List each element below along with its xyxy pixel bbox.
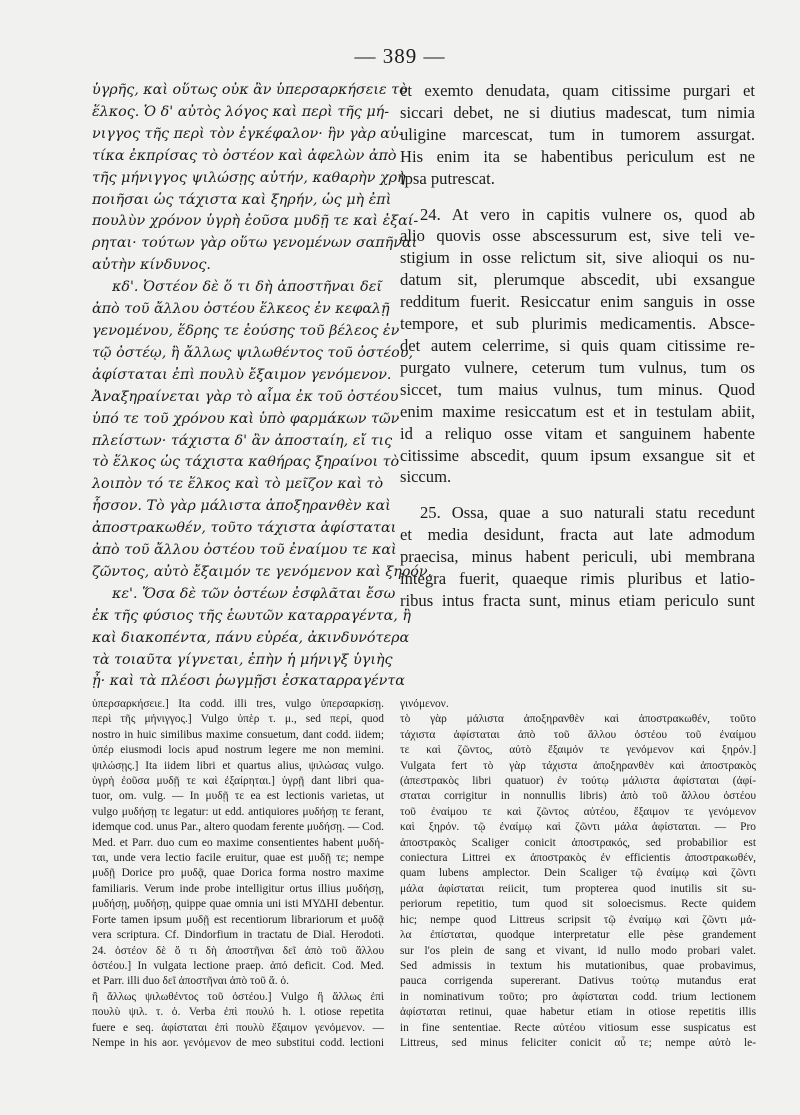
text-line: siccum. bbox=[400, 467, 452, 487]
text-line: vera scriptura. Cf. Dindorfium in tractatu de Dial. Herodoti. bbox=[92, 929, 384, 942]
text-line: κδ'. Ὀστέον δὲ ὅ τι δὴ ἀποστῆναι δεῖ bbox=[112, 279, 382, 296]
text-line: τίκα ἐκπρίσας τὸ ὀστέον καὶ ἀφελὼν ἀπὸ bbox=[92, 147, 397, 164]
text-line: enim maxime resiccatum est et in testulam abiit, bbox=[400, 401, 755, 421]
text-line: ἢ ἄλλως ψιλωθέντος τοῦ ὀστέου.] Vulgo ἢ ἄλλως ἐπὶ bbox=[92, 990, 384, 1003]
text-line: κε'. Ὅσα δὲ τῶν ὀστέων ἐσφλᾶται ἔσω bbox=[112, 585, 396, 602]
text-line: τῆς μήνιγγος ψιλώσῃς αὐτήν, καθαρὴν χρὴ bbox=[92, 169, 406, 186]
text-line: hic; nempe quod Littreus scripsit τῷ ἐναίμῳ καὶ ζῶντι μά- bbox=[400, 913, 756, 926]
text-line: ὑγρὴ ἐοῦσα μυδῇ τε καὶ ἐξαίρηται.] ὑγρῇ dant libri qua- bbox=[92, 775, 384, 788]
text-line: πουλὺν χρόνον ὑγρὴ ἐοῦσα μυδῇ τε καὶ ἐξαί- bbox=[92, 213, 419, 230]
text-line: det autem celerrime, si quis quam citissime re- bbox=[400, 335, 755, 355]
text-line: in fine sententiae. Recte αὐτέου vitiosum esse suspicatus est bbox=[400, 1021, 756, 1034]
text-line: ται, unde vera lectio facile eruitur, quae est μυδῇ τε; nempe bbox=[92, 852, 384, 865]
text-line: ὀστέου.] In vulgata lectione praep. ἀπό deficit. Cod. Med. bbox=[92, 959, 384, 972]
text-line: stigium in osse relictum sit, sive alioqui os nu- bbox=[400, 248, 755, 268]
text-line: ἀφίσταται retinui, quae habetur etiam in otiose repetitis illis bbox=[400, 1006, 756, 1019]
text-line: ὑπέρ eiusmodi locis apud nostrum legere me non memini. bbox=[92, 744, 384, 757]
text-line: His enim ita se habentibus periculum est ne bbox=[400, 146, 755, 166]
text-line: siccari debet, ne si diutius madescat, tum nimia bbox=[400, 102, 755, 122]
text-line: sur l'os plein de sang et vivant, id nullo modo probari valet. bbox=[400, 944, 756, 957]
text-line: ὑπερσαρκήσειε.] Ita codd. illi tres, vulgo ὑπερσαρκίσῃ. bbox=[92, 698, 384, 710]
text-line: 24. ὀστέον δὲ ὅ τι δὴ ἀποστῆναι δεῖ ἀπὸ τοῦ ἄλλου bbox=[92, 944, 384, 957]
page-number: — 389 — bbox=[354, 44, 446, 68]
text-line: alio quovis osse abscessurum est, sive teli ve- bbox=[400, 226, 755, 246]
text-line: ὑπό τε τοῦ χρόνου καὶ ὑπὸ φαρμάκων τῶν bbox=[92, 410, 400, 427]
text-line: 24. At vero in capitis vulnere os, quod ab bbox=[420, 204, 755, 224]
text-line: καὶ διακοπέντα, πάνυ εὐρέα, ἀκινδυνότερα bbox=[92, 629, 410, 646]
text-line: Nempe in his aor. γενόμενον de meo substitui codd. lectioni bbox=[92, 1036, 384, 1049]
text-line: τὰ τοιαῦτα γίγνεται, ἐπὴν ἡ μήνιγξ ὑγιὴς bbox=[92, 651, 393, 668]
text-line: in nominativum τοῦτο; pro ἀφίσταται codd. trium lectionem bbox=[400, 990, 756, 1003]
text-line: 25. Ossa, quae a suo naturali statu recedunt bbox=[420, 503, 755, 523]
text-line: coniectura Littrei ex ἀποστρακὸς ἐν efficientis ἀποστρακωθέν, bbox=[400, 852, 756, 865]
text-line: τὸ γὰρ μάλιστα ἀποξηρανθὲν καὶ ἀποστρακωθέν, τοῦτο bbox=[400, 713, 756, 726]
text-line: γινόμενον. bbox=[400, 698, 449, 710]
text-line: (ἀπεστρακὸς libri quatuor) ἐν τούτῳ μάλιστα ἀφίσταται (ἀφί- bbox=[400, 775, 756, 788]
text-line: τε καὶ ζῶντος, αὐτὸ ἔξαιμόν τε γενόμενον καὶ ξηρόν.] bbox=[400, 744, 756, 757]
text-line: integra fuerit, quaeque rimis pluribus et latio- bbox=[400, 569, 755, 589]
text-line: Med. et Parr. duo cum eo maxime consentientes habent μυδή- bbox=[92, 836, 384, 849]
text-line: λα ἐπίσταται, quodque interpretatur elle pèse grandement bbox=[400, 929, 756, 942]
text-line: siccet, tum maius vulnus, tum minus. Quod bbox=[400, 379, 755, 399]
text-line: ρηται· τούτων γὰρ οὕτω γενομένων σαπῆναι bbox=[92, 235, 418, 252]
text-line: ἀφίσταται ἐπὶ πουλὺ ἔξαιμον γενόμενον. bbox=[92, 366, 392, 383]
text-line: πλείστων· τάχιστα δ' ἂν ἀποσταίη, εἴ τις bbox=[92, 432, 393, 449]
text-line: periorum repetitio, tum quod sit soloecismus. Recte quidem bbox=[400, 898, 756, 911]
text-line: ribus intus fracta sunt, minus etiam periculo sunt bbox=[400, 590, 755, 610]
text-line: τάχιστα ἀφίσταται ἀπὸ τοῦ ἄλλου ὀστέου τοῦ ἐναίμου bbox=[400, 728, 756, 741]
text-line: ᾖ· καὶ τὰ πλέοσι ῥωγμῇσι ἐσκαταρραγέντα bbox=[92, 673, 405, 690]
text-line: ἐκ τῆς φύσιος τῆς ἑωυτῶν καταρραγέντα, ἢ bbox=[92, 607, 411, 624]
text-line: vulgo μυδήσῃ τε legatur: ut edd. antiquiores μυδήσῃ τε ferant, bbox=[92, 805, 384, 818]
text-line: μυδήσῃ, μυδήσῃ, quippe quae omnia uni isti ΜΥΔΗΙ debentur. bbox=[92, 898, 384, 911]
text-line: ipsa putrescat. bbox=[400, 168, 495, 188]
text-line: uligine marcescat, tum in tumorem assurgat. bbox=[400, 124, 755, 144]
text-line: Forte tamen ipsum μυδῇ est recentiorum librariorum et μυδᾷ bbox=[92, 913, 384, 926]
text-line: Vulgata fert τὸ γὰρ τάχιστα ἀποξηρανθὲν καὶ ἀποστρακὸς bbox=[400, 759, 756, 772]
text-line: τῷ ὀστέῳ, ἢ ἄλλως ψιλωθέντος τοῦ ὀστέου, bbox=[92, 344, 414, 361]
text-line: μάλα ἀφίσταται reiicit, tum propterea quod inutilis sit su- bbox=[400, 882, 756, 895]
text-line: id a reliquo osse vitam et sanguinem habente bbox=[400, 423, 755, 443]
text-line: νιγγος τῆς περὶ τὸν ἐγκέφαλον· ἣν γὰρ αὐ- bbox=[92, 125, 404, 142]
text-line: quam lubens amplector. Dein Scaliger τῷ ἐναίμῳ καὶ ζῶντι bbox=[400, 867, 756, 880]
text-line: ἀπὸ τοῦ ἄλλου ὀστέου ἕλκεος ἐν κεφαλῇ bbox=[92, 301, 390, 318]
text-line: ἀπὸ τοῦ ἄλλου ὀστέου τοῦ ἐναίμου τε καὶ bbox=[92, 542, 397, 559]
text-line: γενομένου, ἕδρης τε ἐούσης τοῦ βέλεος ἐν bbox=[92, 322, 400, 339]
text-line: τοῦ ἐναίμου τε καὶ ζῶντος αὐτέου, ἔξαιμον τε γενόμενον bbox=[400, 805, 756, 818]
text-line: nostro in huic similibus maxime consuetum, dant codd. iidem; bbox=[92, 728, 384, 741]
latin-translation-column bbox=[400, 80, 755, 612]
text-line: μυδῇ Dorice pro μυδᾷ, quae Dorica forma nostro maxime bbox=[92, 867, 384, 880]
text-line: familiaris. Verum inde probe intelligitur ortus illius μυδήσῃ, bbox=[92, 882, 384, 895]
text-line: σταται corrigitur in nonnullis libris) ἀπὸ τοῦ ἄλλου ὀστέου bbox=[400, 790, 756, 803]
text-line: ζῶντος, αὐτὸ ἔξαιμόν τε γενόμενον καὶ ξηρόν. bbox=[92, 563, 433, 580]
text-line: Sed admissis in textum his mutationibus, quae probavimus, bbox=[400, 959, 756, 972]
text-line: ἕλκος. Ὁ δ' αὐτὸς λόγος καὶ περὶ τῆς μή- bbox=[92, 103, 390, 120]
text-line: et Parr. illi duo δεῖ ἀποστῆναι ἀπὸ τοῦ ἄ. ὀ. bbox=[92, 975, 289, 988]
text-line: praecisa, minus habent periculi, ubi membrana bbox=[400, 547, 755, 567]
text-line: ψιλώσῃς.] Ita iidem libri et quartus alius, ψιλώσας vulgo. bbox=[92, 759, 384, 772]
text-line: purgato vulnere, ceterum tum vulnus, tum os bbox=[400, 357, 755, 377]
footnotes-left-column bbox=[92, 697, 384, 1051]
text-line: redditum fuerit. Resiccatur enim sanguis in osse bbox=[400, 292, 755, 312]
text-line: λοιπὸν τό τε ἕλκος καὶ τὸ μεῖζον καὶ τὸ bbox=[92, 476, 384, 493]
text-line: tempore, et sub plurimis medicamentis. Absce- bbox=[400, 314, 755, 334]
text-line: pauca corrigenda supererant. Dativus τούτῳ mutandus erat bbox=[400, 975, 756, 988]
text-line: καὶ ξηρόν. τῷ ἐναίμῳ καὶ ζῶντι μάλα ἀφίσταται. — Pro bbox=[400, 821, 756, 834]
footnotes-right-column bbox=[400, 697, 756, 1051]
text-line: fuere e seq. ἀφίσταται ἐπὶ πουλὺ ἔξαιμον γενόμενον. — bbox=[92, 1021, 384, 1034]
text-line: Littreus, sed minus feliciter conicit αὖ τε; nempe αὐτὸ le- bbox=[400, 1036, 756, 1049]
text-line: περὶ τῆς μήνιγγος.] Vulgo ὑπὲρ τ. μ., sed περί, quod bbox=[92, 713, 384, 726]
text-line: tuor, om. vulg. — In μυδῇ τε ea est lectionis varietas, ut bbox=[92, 790, 384, 803]
text-line: ἀποστρακωθέν, τοῦτο τάχιστα ἀφίσταται bbox=[92, 520, 397, 537]
text-line: αὐτὴν κίνδυνος. bbox=[92, 257, 211, 274]
text-line: ὑγρῆς, καὶ οὕτως οὐκ ἂν ὑπερσαρκήσειε τὸ bbox=[92, 82, 408, 98]
text-line: τὸ ἕλκος ὡς τάχιστα καθήρας ξηραίνοι τὸ bbox=[92, 454, 400, 471]
text-line: Ἀναξηραίνεται γὰρ τὸ αἷμα ἐκ τοῦ ὀστέου bbox=[92, 388, 399, 405]
text-line: ποιῆσαι ὡς τάχιστα καὶ ξηρήν, ὡς μὴ ἐπὶ bbox=[92, 191, 392, 208]
text-line: et exemto denudata, quam citissime purgari et bbox=[400, 81, 755, 100]
text-line: πουλὺ ψιλ. τ. ὀ. Verba ἐπὶ πουλύ h. l. otiose repetita bbox=[92, 1006, 384, 1019]
text-line: datum sit, plerumque abscedit, ubi exsangue bbox=[400, 270, 755, 290]
text-line: et media desidunt, fracta aut late admodum bbox=[400, 525, 755, 545]
text-line: ἧσσον. Τὸ γὰρ μάλιστα ἀποξηρανθὲν καὶ bbox=[92, 498, 391, 515]
text-line: idemque cod. unus Par., altero quodam ferente μυδήσῃ. — Cod. bbox=[92, 821, 384, 834]
text-line: ἀποστρακὸς Scaliger conicit ἀποστρακός, sed probabilior est bbox=[400, 836, 756, 849]
text-line: citissime abscedit, quum ipsum exsangue sit et bbox=[400, 445, 755, 465]
